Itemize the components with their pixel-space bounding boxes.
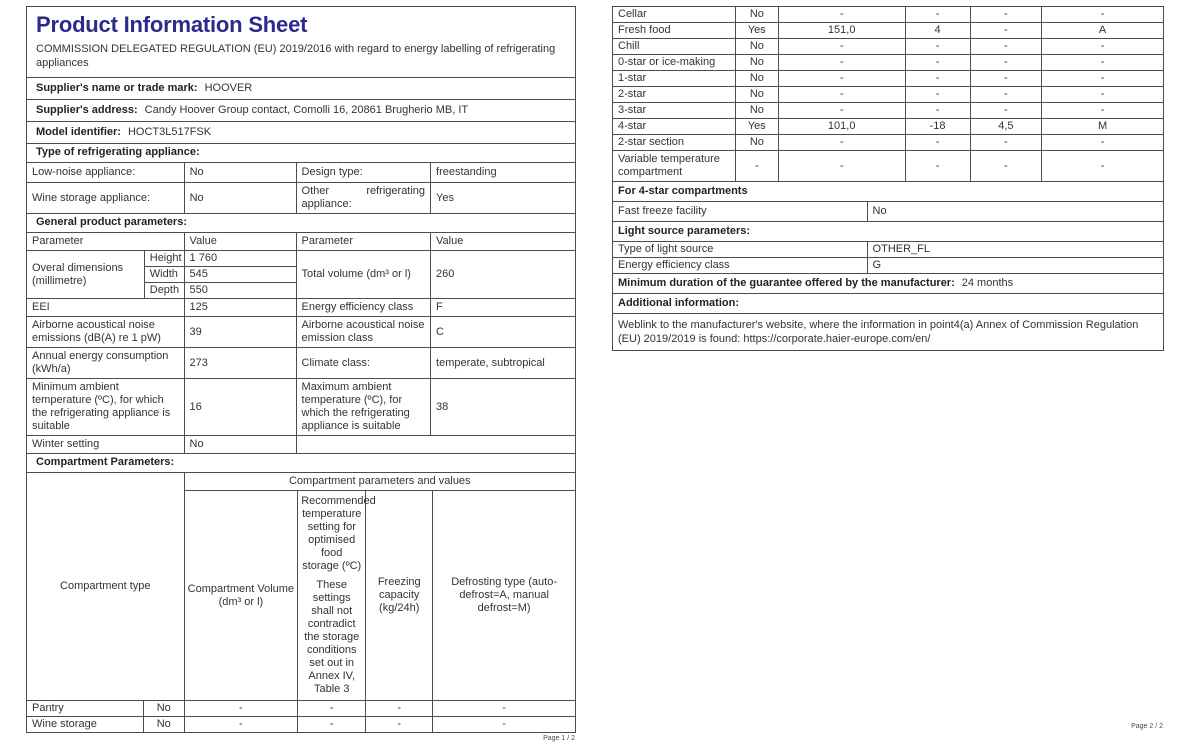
compartment-row [613,71,1164,87]
freeze-cell: - [970,103,1042,119]
temp-cell: -18 [905,119,970,135]
guarantee-label: Minimum duration of the guarantee offered by the manufacturer: [618,277,955,289]
compartment-row [613,151,1164,182]
param-label-cell: Wine storage appliance: [27,183,185,214]
column-header: Parameter [27,233,185,251]
param-label-cell: Total volume (dm³ or l) [296,251,431,299]
dimension-sub-label: Width [144,267,184,283]
light-source-section-header: Light source parameters: [612,221,1164,242]
supplier-address-row [26,99,576,122]
column-header-temperature [298,491,376,701]
temp-cell: - [905,87,970,103]
table-row [613,242,1164,258]
additional-info-section-header: Additional information: [612,293,1164,314]
param-label-cell: Fast freeze facility [613,202,868,222]
model-identifier-row [26,121,576,144]
dimension-value: 1 760 [184,251,296,267]
title-block [26,6,576,78]
defrost-cell: - [1042,39,1164,55]
compartment-row [613,119,1164,135]
param-value-cell: No [184,183,296,214]
compartment-row [613,55,1164,71]
dimension-value: 545 [184,267,296,283]
param-label-cell: Type of light source [613,242,868,258]
volume-cell: - [778,103,905,119]
param-label-cell: Airborne acoustical noise emissions (dB(A) re 1 pW) [27,317,185,348]
param-value-cell: F [431,299,576,317]
general-parameters-table [26,232,576,454]
present-cell: No [735,135,778,151]
table-header-row [27,473,576,491]
table-row [27,163,576,183]
freeze-cell: - [366,701,433,717]
compartment-type-cell: Fresh food [613,23,736,39]
page-title: Product Information Sheet [36,12,308,37]
param-label-cell: Overal dimensions (millimetre) [27,251,145,299]
table-row [27,183,576,214]
param-value-cell: No [184,163,296,183]
compartment-row [613,135,1164,151]
column-header: Parameter [296,233,431,251]
table-row [27,379,576,436]
compartment-type-cell: Variable temperature compartment [613,151,736,182]
freeze-cell: - [970,39,1042,55]
compartment-table [26,472,576,733]
compartment-type-cell: 4-star [613,119,736,135]
present-cell: No [143,701,184,717]
volume-cell: - [778,39,905,55]
param-value-cell: 16 [184,379,296,436]
fast-freeze-table [612,201,1164,222]
param-value-cell: No [184,436,296,454]
compartment-type-cell: 2-star section [613,135,736,151]
temp-cell: - [905,55,970,71]
compartment-type-cell: Cellar [613,7,736,23]
freeze-cell: - [970,151,1042,182]
param-value-cell: Yes [431,183,576,214]
param-label-cell: Other refrigerating appliance: [296,183,431,214]
model-identifier-value: HOCT3L517FSK [127,126,212,138]
freeze-cell: - [366,717,433,733]
column-header: Value [431,233,576,251]
param-value-cell: C [431,317,576,348]
supplier-name-row [26,77,576,100]
present-cell: No [735,39,778,55]
compartment-row [27,701,576,717]
light-source-table [612,241,1164,274]
defrost-cell: - [1042,71,1164,87]
temp-cell: - [298,717,366,733]
temp-cell: 4 [905,23,970,39]
volume-cell: 101,0 [778,119,905,135]
param-label-cell: Design type: [296,163,431,183]
column-header-defrosting: Defrosting type (auto-defrost=A, manual defrost=M) [433,491,576,701]
page-number: Page 1 / 2 [543,735,575,742]
freeze-cell: - [970,23,1042,39]
volume-cell: 151,0 [778,23,905,39]
present-cell: No [735,7,778,23]
freeze-cell: - [970,55,1042,71]
param-label-cell: Low-noise appliance: [27,163,185,183]
temperature-header-note-1: Recommended temperature setting for optimised food storage (ºC) [301,495,376,572]
freeze-cell: - [970,87,1042,103]
present-cell: No [143,717,184,733]
param-value-cell: G [867,258,1163,274]
supplier-name-label: Supplier's name or trade mark: [36,82,198,94]
freeze-cell: - [970,135,1042,151]
compartment-type-cell: Wine storage [27,717,144,733]
compartment-type-cell: 3-star [613,103,736,119]
param-value-cell: 125 [184,299,296,317]
general-section-header: General product parameters: [26,213,576,233]
guarantee-value: 24 months [961,277,1014,289]
table-row [27,436,576,454]
compartment-row [27,717,576,733]
defrost-cell: M [1042,119,1164,135]
param-label-cell: EEI [27,299,185,317]
present-cell: - [735,151,778,182]
compartment-row [613,23,1164,39]
temp-cell: - [905,151,970,182]
volume-cell: - [778,7,905,23]
table-row [27,299,576,317]
defrost-cell: - [433,717,576,733]
model-identifier-label: Model identifier: [36,126,121,138]
guarantee-row [612,273,1164,294]
defrost-cell: - [1042,103,1164,119]
param-value-cell: 38 [431,379,576,436]
freeze-cell: - [970,71,1042,87]
table-row [27,251,576,267]
defrost-cell: - [1042,151,1164,182]
temp-cell: - [298,701,366,717]
defrost-cell: - [1042,135,1164,151]
compartment-type-cell: Pantry [27,701,144,717]
column-header-compartment-type: Compartment type [27,473,185,701]
param-value-cell: freestanding [431,163,576,183]
dimension-sub-label: Depth [144,283,184,299]
param-value-cell: 260 [431,251,576,299]
temp-cell: - [905,103,970,119]
volume-cell: - [778,87,905,103]
temp-cell: - [905,135,970,151]
compartment-section-header: Compartment Parameters: [26,453,576,473]
volume-cell: - [778,151,905,182]
param-value-cell: No [867,202,1163,222]
table-header-row [27,233,576,251]
supplier-name-value: HOOVER [204,82,253,94]
group-header: Compartment parameters and values [184,473,575,491]
param-label-cell: Energy efficiency class [296,299,431,317]
param-value-cell: 39 [184,317,296,348]
param-value-cell: OTHER_FL [867,242,1163,258]
four-star-section-header: For 4-star compartments [612,181,1164,202]
volume-cell: - [184,717,298,733]
param-label-cell: Winter setting [27,436,185,454]
param-label-cell: Climate class: [296,348,431,379]
column-header-volume: Compartment Volume (dm³ or l) [184,491,298,701]
volume-cell: - [184,701,298,717]
defrost-cell: - [433,701,576,717]
present-cell: No [735,87,778,103]
param-label-cell: Minimum ambient temperature (ºC), for which the refrigerating appliance is suitable [27,379,185,436]
type-section-header: Type of refrigerating appliance: [26,143,576,163]
compartment-row [613,7,1164,23]
present-cell: No [735,71,778,87]
table-row [27,348,576,379]
freeze-cell: 4,5 [970,119,1042,135]
column-header-freezing: Freezing capacity (kg/24h) [366,491,433,701]
empty-cell [296,436,575,454]
compartment-type-cell: Chill [613,39,736,55]
defrost-cell: - [1042,7,1164,23]
present-cell: No [735,55,778,71]
temp-cell: - [905,39,970,55]
appliance-type-table [26,162,576,214]
column-header: Value [184,233,296,251]
regulation-subtitle: COMMISSION DELEGATED REGULATION (EU) 2019/2016 with regard to energy labelling of refrigerating appliances [36,43,556,69]
compartment-row [613,87,1164,103]
defrost-cell: - [1042,87,1164,103]
temp-cell: - [905,7,970,23]
dimension-value: 550 [184,283,296,299]
compartment-table-continued [612,6,1164,182]
compartment-type-cell: 2-star [613,87,736,103]
param-label-cell: Annual energy consumption (kWh/a) [27,348,185,379]
compartment-row [613,39,1164,55]
compartment-type-cell: 1-star [613,71,736,87]
present-cell: Yes [735,119,778,135]
compartment-type-cell: 0-star or ice-making [613,55,736,71]
table-row [613,258,1164,274]
volume-cell: - [778,71,905,87]
volume-cell: - [778,135,905,151]
param-label-cell: Airborne acoustical noise emission class [296,317,431,348]
supplier-address-label: Supplier's address: [36,104,138,116]
volume-cell: - [778,55,905,71]
defrost-cell: A [1042,23,1164,39]
compartment-row [613,103,1164,119]
param-label-cell: Energy efficiency class [613,258,868,274]
param-value-cell: 273 [184,348,296,379]
table-row [613,202,1164,222]
temp-cell: - [905,71,970,87]
weblink-label: Weblink to the manufacturer's website, where the information in point4(a) Annex of Commission Regulation (EU) 2019/2019 is found: [618,319,1139,345]
weblink-row [612,313,1164,351]
page-number: Page 2 / 2 [1131,723,1163,730]
supplier-address-value: Candy Hoover Group contact, Comolli 16, 20861 Brugherio MB, IT [144,104,469,116]
param-value-cell: temperate, subtropical [431,348,576,379]
temperature-header-note-2: These settings shall not contradict the storage conditions set out in Annex IV, Table 3 [304,579,360,695]
defrost-cell: - [1042,55,1164,71]
freeze-cell: - [970,7,1042,23]
dimension-sub-label: Height [144,251,184,267]
weblink-url: https://corporate.haier-europe.com/en/ [743,333,931,345]
page-2 [612,6,1164,750]
page-1 [26,6,576,742]
present-cell: No [735,103,778,119]
present-cell: Yes [735,23,778,39]
table-row [27,317,576,348]
param-label-cell: Maximum ambient temperature (ºC), for which the refrigerating appliance is suitable [296,379,431,436]
